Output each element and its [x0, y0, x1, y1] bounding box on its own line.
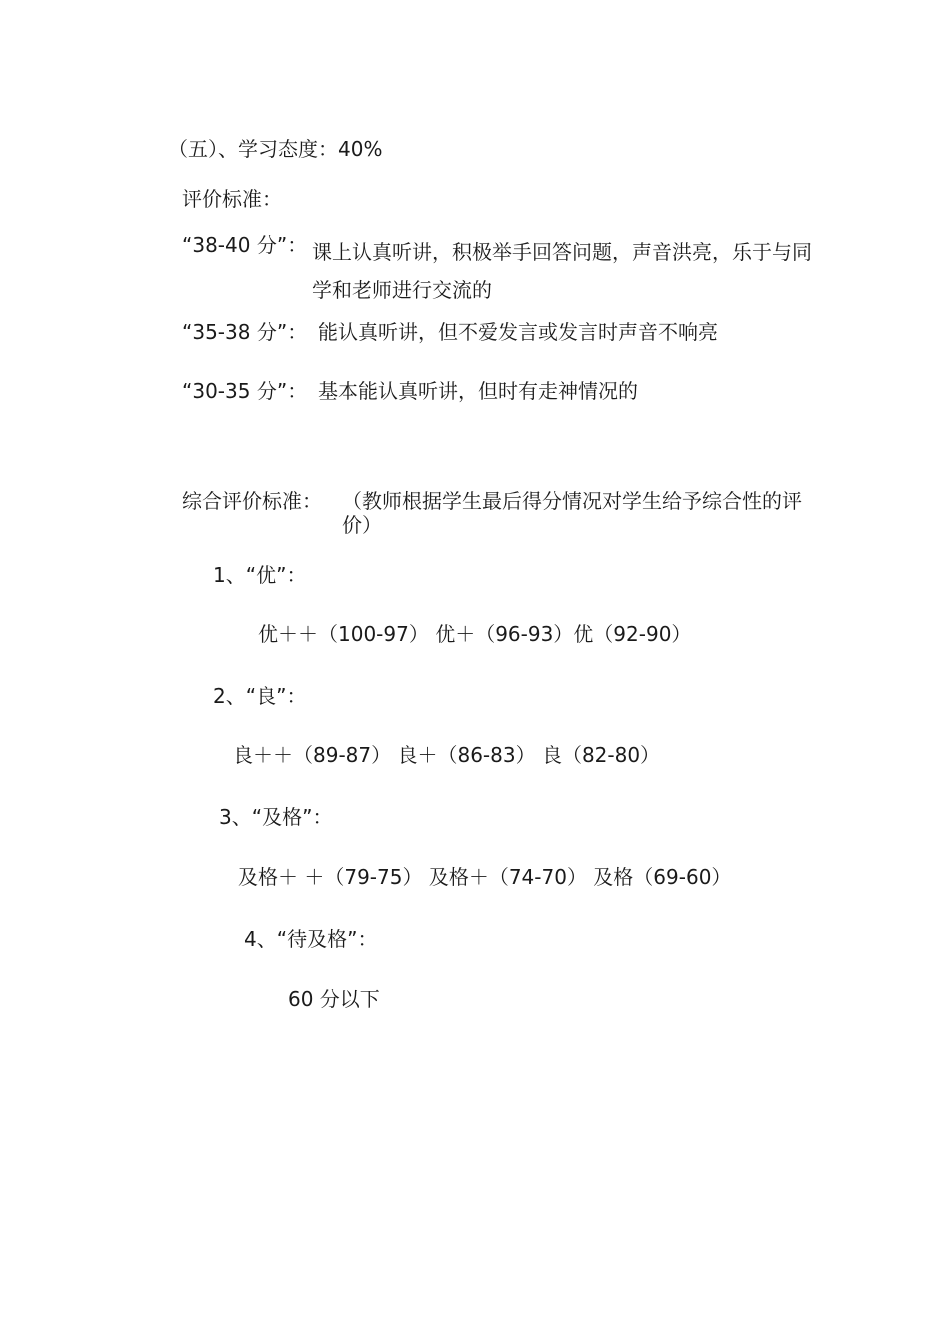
criterion-item: [182, 320, 812, 350]
criterion-range: “38-40 分”：: [182, 233, 308, 257]
grade-heading: 4、“待及格”：: [244, 927, 378, 951]
criterion-range: “35-38 分”：: [182, 320, 308, 344]
criterion-text: 能认真听讲，但不爱发言或发言时声音不响亮: [318, 320, 718, 344]
criterion-item: [182, 379, 812, 409]
grade-detail: 60 分以下: [288, 987, 380, 1011]
criterion-text: 课上认真听讲，积极举手回答问题，声音洪亮，乐于与同学和老师进行交流的: [312, 240, 812, 302]
overall-label: 综合评价标准：: [182, 489, 322, 513]
grade-detail: 及格＋ ＋（79-75） 及格＋（74-70） 及格（69-60）: [238, 865, 732, 889]
grade-heading: 1、“优”：: [213, 563, 307, 587]
grade-heading: 3、“及格”：: [219, 805, 333, 829]
section-heading: （五）、学习态度：40%: [168, 137, 383, 161]
grade-detail: 良＋＋（89-87） 良＋（86-83） 良（82-80）: [233, 743, 661, 767]
overall-note: （教师根据学生最后得分情况对学生给予综合性的评价）: [342, 489, 802, 537]
grade-heading: 2、“良”：: [213, 684, 307, 708]
criterion-text: 基本能认真听讲，但时有走神情况的: [318, 379, 638, 403]
criterion-item: [182, 233, 812, 303]
overall-evaluation: [182, 489, 812, 541]
grade-detail: 优＋＋（100-97） 优＋（96-93）优（92-90）: [258, 622, 692, 646]
criterion-range: “30-35 分”：: [182, 379, 308, 403]
criteria-label: 评价标准：: [182, 187, 282, 211]
